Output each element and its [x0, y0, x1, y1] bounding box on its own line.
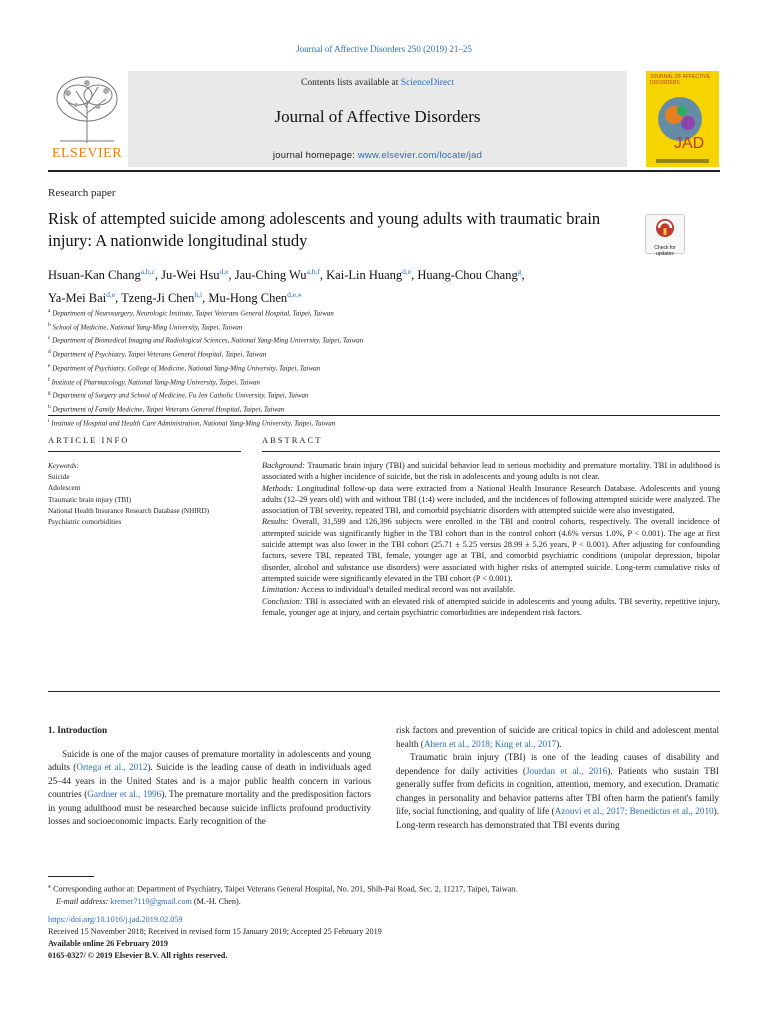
affiliation-item [48, 347, 648, 361]
footnote-rule [48, 876, 94, 877]
publication-info [48, 914, 720, 962]
footnote [48, 881, 720, 908]
article-type: Research paper [48, 187, 116, 199]
keyword-item: Traumatic brain injury (TBI) [48, 495, 131, 504]
intro-paragraph-2: Traumatic brain injury (TBI) is one of the leading causes of disability and dependence for daily activities (Jourdan et al., 2016). Patients who sustain TBI generally suffer from deficits in cognition, attention, memory, and execution. Dramatic changes in personality and behavior patterns after TBI often harm the patient's family life, social functioning, and quality of life (Azouvi et al., 2017; Benedictus et al., 2010). Long-term research has demonstrated that TBI events during [396, 752, 719, 830]
affiliation-key: h [48, 404, 51, 411]
journal-cover-image[interactable] [646, 71, 719, 167]
article-info-rule [48, 451, 241, 452]
affiliation-key: f [48, 376, 50, 383]
affiliation-list [48, 306, 648, 430]
email-link[interactable]: kremer7119@gmail.com [110, 896, 192, 906]
affiliation-text: Department of Psychiatry, College of Medicine, National Yang-Ming University, Taipei, Taiwan [52, 364, 321, 373]
article-title: Risk of attempted suicide among adolescents and young adults with traumatic brain injury: A nationwide longitudinal study [48, 209, 601, 250]
abstract-section-label: Limitation: [262, 585, 300, 595]
affiliation-key: b [48, 321, 51, 328]
check-for-updates-badge[interactable] [645, 214, 685, 257]
check-updates-icon [646, 215, 684, 241]
abstract-section-label: Results: [262, 517, 289, 527]
affiliation-text: Institute of Hospital and Health Care Administration, National Yang-Ming University, Taipei, Taiwan [51, 419, 336, 428]
doi-link[interactable]: https://doi.org/10.1016/j.jad.2019.02.059 [48, 915, 183, 924]
intro-paragraph-1: Suicide is one of the major causes of premature mortality in adolescents and young adults (Ortega et al., 2012). Suicide is the leading cause of death in individuals aged 25–44 years in the United States and is a major public health concern in various countries (Gardner et al., 1996). The premature mortality and the predisposition factors in young adulthood must be researched because suicide inflicts profound productivity losses and socioeconomic impacts. Early recognition of the [48, 748, 371, 826]
citation-link[interactable]: Ahern et al., 2018; King et al., 2017 [423, 738, 557, 749]
citation-link[interactable]: Azouvi et al., 2017; Benedictus et al., 2010 [554, 806, 714, 816]
affiliation-text: Department of Family Medicine, Taipei Veterans General Hospital, Taipei, Taiwan [52, 405, 285, 414]
keywords-block [48, 461, 248, 528]
abstract-section-label: Conclusion: [262, 596, 303, 606]
affiliations-rule [48, 415, 720, 416]
body-column-right [396, 724, 719, 832]
contents-line [128, 78, 627, 88]
abstract-bottom-rule [48, 691, 720, 692]
abstract-rule [262, 451, 720, 452]
affiliation-text: School of Medicine, National Yang-Ming University, Taipei, Taiwan [52, 323, 243, 332]
received-dates: Received 15 November 2018; Received in revised form 15 January 2019; Accepted 25 February 2019 [48, 927, 382, 936]
body-column-left [48, 724, 371, 829]
abstract-section [262, 483, 720, 517]
keyword-item: Suicide [48, 473, 70, 482]
journal-title: Journal of Affective Disorders [274, 107, 481, 126]
affiliation-item [48, 402, 648, 416]
abstract-section [262, 584, 720, 595]
citation-link[interactable]: Jourdan et al., 2016 [525, 765, 608, 776]
affiliation-text: Department of Surgery and School of Medicine, Fu Jen Catholic University, Taipei, Taiwan [52, 391, 309, 400]
keyword-item: Psychiatric comorbidities [48, 518, 122, 527]
copyright-line: 0165-0327/ © 2019 Elsevier B.V. All rights reserved. [48, 951, 228, 960]
affiliation-key: a [48, 308, 51, 314]
homepage-prefix: journal homepage: [272, 150, 358, 161]
affiliation-item [48, 416, 648, 430]
affiliation-item [48, 333, 648, 347]
check-updates-label: Check for updates [654, 245, 676, 257]
citation-link[interactable]: Gardner et al., 1996 [87, 789, 162, 799]
affiliation-text: Institute of Pharmacology, National Yang-Ming University, Taipei, Taiwan [51, 378, 261, 386]
affiliation-item [48, 320, 648, 334]
affiliation-item [48, 361, 648, 375]
abstract-section-text: Longitudinal follow-up data were extracted from a National Health Insurance Research Database. Adolescents and young adults (12–29 years old) with and without TBI (1:4) were included, and the incidences of following attempted suicide were analyzed. The association of TBI severity, repeated TBI, and comorbid psychiatric disorders with attempted suicide were also investigated. [262, 483, 720, 516]
keyword-item: National Health Insurance Research Database (NHIRD) [48, 506, 210, 515]
abstract-section [262, 460, 720, 483]
affiliation-item [48, 388, 648, 402]
email-line: E-mail address: kremer7119@gmail.com (M.-H. Chen). [56, 896, 241, 906]
homepage-link[interactable]: www.elsevier.com/locate/jad [357, 150, 483, 161]
affiliation-key: i [48, 417, 50, 424]
intro-paragraph-1-cont: risk factors and prevention of suicide are critical topics in child and adolescent mental health (Ahern et al., 2018; King et al., 2017). [396, 725, 719, 749]
abstract-section-text: Access to individual's detailed medical record was not available. [299, 585, 516, 595]
abstract-heading: ABSTRACT [262, 435, 323, 445]
author-affiliation-marks[interactable]: d,e [219, 267, 229, 276]
author-affiliation-marks[interactable]: a,b,f [306, 267, 320, 276]
cover-title: JOURNAL OF AFFECTIVE DISORDERS [650, 74, 711, 86]
abstract-section [262, 596, 720, 619]
author-name: Jau-Ching Wu [234, 268, 307, 283]
journal-citation[interactable]: Journal of Affective Disorders 250 (2019) 21–25 [296, 44, 472, 54]
corresponding-author: ⁎ Corresponding author at: Department of Psychiatry, Taipei Veterans General Hospital, No. 201, Shih-Pai Road, Sec. 2, 11217, Taipei, Taiwan. [48, 884, 518, 894]
author-affiliation-marks[interactable]: h,i [194, 290, 203, 300]
article-info-heading: ARTICLE INFO [48, 435, 130, 445]
affiliation-text: Department of Biomedical Imaging and Radiological Sciences, National Yang-Ming University, Taipei, Taiwan [52, 336, 364, 345]
author-affiliation-marks[interactable]: a,b,c [140, 267, 155, 276]
abstract-section-text: TBI is associated with an elevated risk of attempted suicide in adolescents and young adults. TBI severity, repetitive injury, female, younger age at injury, and certain psychiatric comorbidities are independent risk factors. [262, 596, 720, 617]
abstract-section [262, 516, 720, 584]
abstract-section-label: Methods: [262, 483, 294, 493]
journal-homepage [128, 150, 627, 161]
affiliation-text: Department of Neurosurgery, Neurologic Institute, Taipei Veterans General Hospital, Taipei, Taiwan [52, 309, 334, 318]
author-affiliation-marks[interactable]: d,e,⁎ [287, 290, 302, 300]
author-name: Huang-Chou Chang [417, 268, 518, 283]
affiliation-item [48, 306, 648, 320]
affiliation-key: c [48, 335, 51, 342]
keyword-item: Adolescent [48, 484, 81, 493]
author-affiliation-marks[interactable]: d,e [402, 267, 412, 276]
author-name: Mu-Hong Chen [208, 291, 288, 306]
author-name: Hsuan-Kan Chang [48, 268, 141, 283]
affiliation-text: Department of Psychiatry, Taipei Veterans General Hospital, Taipei, Taiwan [52, 350, 267, 359]
contents-prefix: Contents lists available at [300, 78, 401, 88]
author-name: Ju-Wei Hsu [161, 268, 220, 283]
abstract-section-text: Overall, 31,599 and 126,396 subjects were enrolled in the TBI and control cohorts, respectively. The overall incidence of attempted suicide was significantly higher in the TBI cohort than in the control cohort (4.6% versus 1.0%, P < 0.001). The age at first suicide attempt was also lower in the TBI cohort (25.71 ± 5.25 versus 28.99 ± 5.26 years, P < 0.001). After adjusting for confounding factors, severe TBI, repeated TBI, female, younger age at TBI, and comorbid psychiatric conditions (unipolar depression, bipolar disorder, alcohol and substance use disorders) were associated with higher risks of attempted suicide. Long-term cumulative risks of attempted suicide were significantly elevated in the TBI cohort (P < 0.001). [262, 517, 720, 583]
keywords-label: Keywords: [48, 462, 79, 470]
available-online: Available online 26 February 2019 [48, 939, 168, 948]
citation-link[interactable]: Ortega et al., 2012 [76, 762, 148, 772]
header-rule [48, 170, 720, 172]
cover-abbrev: JAD [674, 135, 705, 152]
author-list: Hsuan-Kan Chang$^{a,b,c}$, Ju-Wei Hsu$^{d,e}$, Jau-Ching Wu$^{a,b,f}$, Kai-Lin Huang$^{d,e}$, Huang-Chou Chang$^g$, Ya-Mei Bai$^{d,e}$, Tzeng-Ji Chen$^{h,i}$, Mu-Hong Chen$^{d,e,⁎}$ [48, 267, 525, 306]
affiliation-item [48, 375, 648, 389]
section-heading-introduction: 1. Introduction [48, 725, 108, 735]
abstract-section-text: Traumatic brain injury (TBI) and suicidal behavior lead to serious morbidity and premature mortality. TBI in adulthood is associated with a higher incidence of suicide, but the risk in adolescents and young adults is not clear. [262, 461, 720, 482]
affiliation-key: g [48, 390, 51, 397]
author-name: Ya-Mei Bai [48, 291, 107, 306]
publisher-name: ELSEVIER [51, 146, 123, 161]
affiliation-key: e [48, 362, 51, 369]
author-affiliation-marks[interactable]: d,e [106, 290, 116, 300]
author-name: Kai-Lin Huang [326, 268, 403, 283]
abstract-body [262, 460, 720, 618]
author-name: Tzeng-Ji Chen [121, 291, 195, 306]
abstract-section-label: Background: [262, 461, 306, 470]
sciencedirect-link[interactable]: ScienceDirect [400, 78, 454, 88]
author-affiliation-marks[interactable]: g [517, 267, 522, 276]
affiliation-key: d [48, 349, 51, 356]
